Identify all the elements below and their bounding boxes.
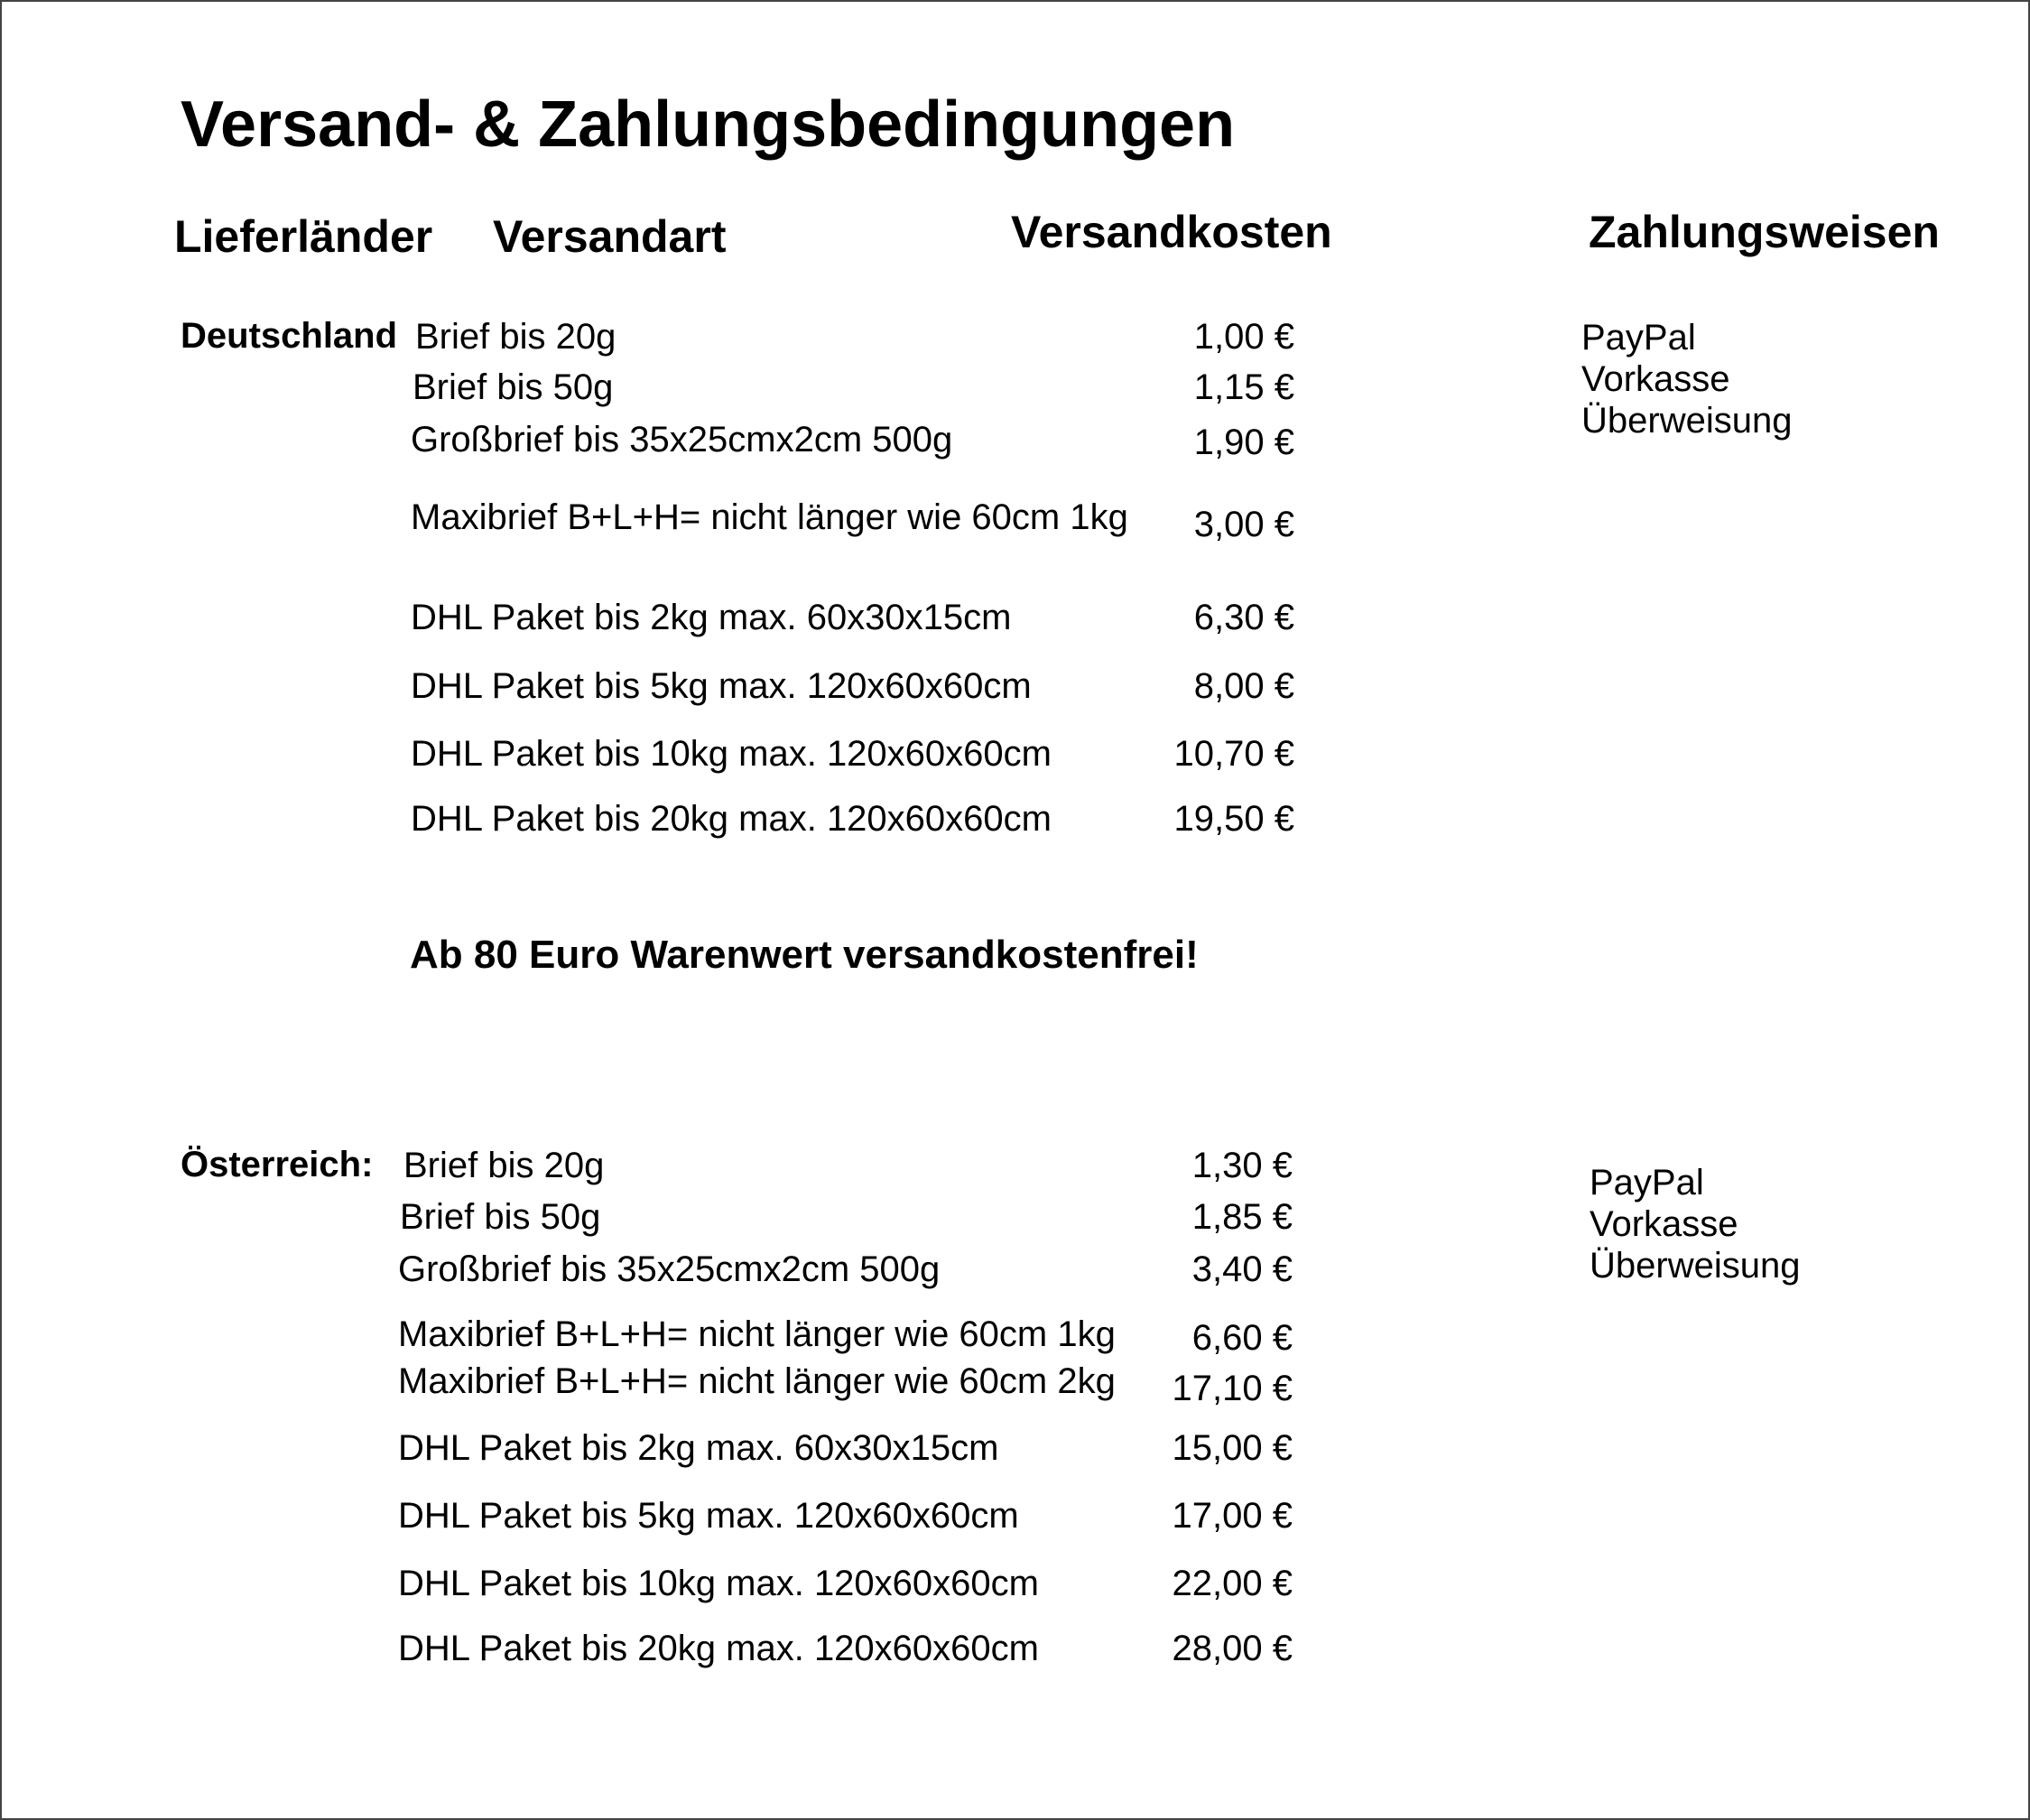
header-method: Versandart xyxy=(493,211,727,262)
germany-row-item: DHL Paket bis 10kg max. 120x60x60cm xyxy=(411,734,1052,774)
germany-row-price: 1,00 € xyxy=(1193,317,1294,357)
germany-row-price: 19,50 € xyxy=(1173,799,1294,839)
payment-paypal: PayPal xyxy=(1581,318,1696,358)
austria-row-price: 3,40 € xyxy=(1191,1249,1293,1289)
germany-row-item: DHL Paket bis 2kg max. 60x30x15cm xyxy=(411,598,1012,637)
germany-row-price: 3,00 € xyxy=(1193,505,1294,544)
page-title: Versand- & Zahlungsbedingungen xyxy=(181,88,1236,161)
header-payment: Zahlungsweisen xyxy=(1589,207,1940,257)
austria-row-price: 28,00 € xyxy=(1172,1629,1293,1668)
austria-row-item: Brief bis 20g xyxy=(403,1146,605,1185)
austria-row-item: Brief bis 50g xyxy=(400,1197,601,1237)
austria-row-price: 6,60 € xyxy=(1191,1318,1293,1358)
country-germany: Deutschland xyxy=(181,316,398,356)
germany-row-item: Großbrief bis 35x25cmx2cm 500g xyxy=(411,420,953,460)
payment-vorkasse: Vorkasse xyxy=(1581,359,1730,399)
austria-row-item: DHL Paket bis 2kg max. 60x30x15cm xyxy=(398,1428,999,1468)
austria-row-item: Maxibrief B+L+H= nicht länger wie 60cm 2kg xyxy=(398,1361,1116,1401)
payment-ueberweisung: Überweisung xyxy=(1590,1246,1801,1286)
country-austria: Österreich: xyxy=(181,1145,374,1184)
austria-row-price: 17,00 € xyxy=(1172,1496,1293,1536)
germany-row-price: 6,30 € xyxy=(1193,598,1294,637)
germany-row-item: Brief bis 50g xyxy=(412,367,614,407)
germany-row-price: 8,00 € xyxy=(1193,666,1294,706)
germany-row-item: DHL Paket bis 20kg max. 120x60x60cm xyxy=(411,799,1052,839)
germany-row-item: DHL Paket bis 5kg max. 120x60x60cm xyxy=(411,666,1032,706)
germany-row-item: Maxibrief B+L+H= nicht länger wie 60cm 1kg xyxy=(411,497,1128,537)
header-cost: Versandkosten xyxy=(1011,207,1332,257)
austria-row-item: DHL Paket bis 20kg max. 120x60x60cm xyxy=(398,1629,1039,1668)
austria-row-price: 22,00 € xyxy=(1172,1564,1293,1603)
free-shipping-note: Ab 80 Euro Warenwert versandkostenfrei! xyxy=(410,933,1199,977)
austria-row-item: DHL Paket bis 10kg max. 120x60x60cm xyxy=(398,1564,1039,1603)
germany-row-price: 1,90 € xyxy=(1193,422,1294,462)
germany-row-price: 1,15 € xyxy=(1193,367,1294,407)
austria-row-price: 1,30 € xyxy=(1191,1146,1293,1185)
payment-vorkasse: Vorkasse xyxy=(1590,1204,1738,1244)
germany-row-item: Brief bis 20g xyxy=(415,317,616,357)
germany-payment-methods xyxy=(1581,317,1792,441)
payment-paypal: PayPal xyxy=(1590,1163,1704,1202)
austria-row-item: Maxibrief B+L+H= nicht länger wie 60cm 1kg xyxy=(398,1314,1116,1354)
payment-ueberweisung: Überweisung xyxy=(1581,401,1793,441)
austria-row-price: 17,10 € xyxy=(1172,1369,1293,1408)
header-countries: Lieferländer xyxy=(174,211,433,262)
austria-row-price: 15,00 € xyxy=(1172,1428,1293,1468)
austria-payment-methods xyxy=(1590,1162,1800,1286)
austria-row-item: DHL Paket bis 5kg max. 120x60x60cm xyxy=(398,1496,1019,1536)
germany-row-price: 10,70 € xyxy=(1173,734,1294,774)
austria-row-price: 1,85 € xyxy=(1191,1197,1293,1237)
austria-row-item: Großbrief bis 35x25cmx2cm 500g xyxy=(398,1249,941,1289)
